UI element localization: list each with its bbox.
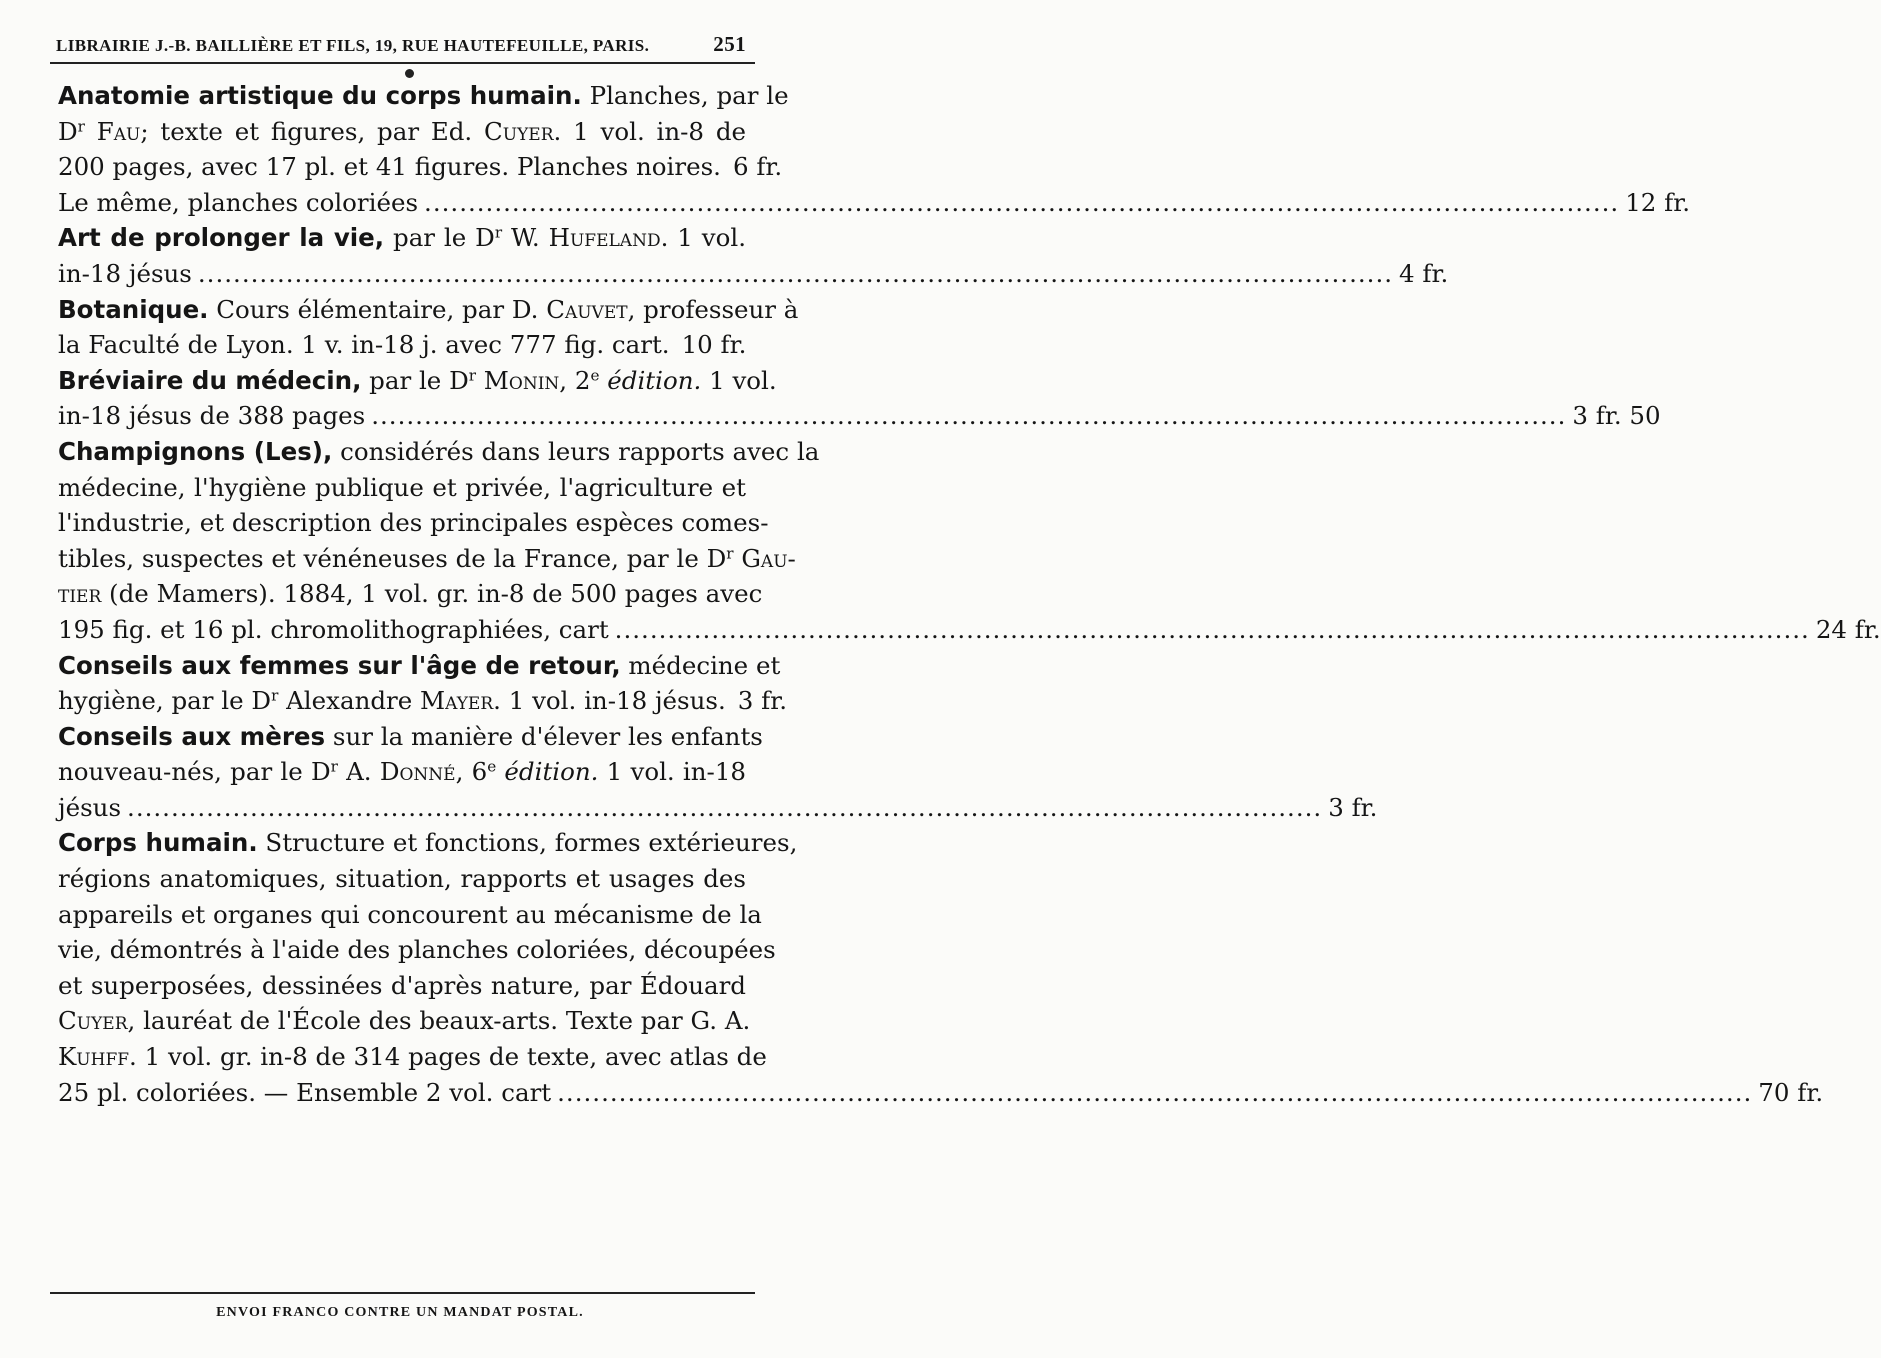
price: 70 fr.: [1758, 1077, 1824, 1107]
price-line: [58, 398, 1661, 434]
entry-line: [58, 470, 746, 506]
price: 10 fr.: [681, 330, 747, 360]
entry-text: (de Mamers). 1884, 1 vol. gr. in-8 de 500 pages avec: [101, 579, 763, 609]
entry-text: Cuyer: [58, 1006, 128, 1036]
page-number: 251: [713, 32, 746, 56]
entry-title: Botanique.: [58, 294, 209, 324]
entry-text: édition.: [607, 365, 702, 395]
entry-text: Structure et fonctions, formes extérieures,: [257, 828, 798, 858]
entry-line: [58, 648, 781, 684]
entry-text: Planches, par le: [581, 81, 789, 110]
entry-text: hygiène, par le D: [58, 686, 272, 716]
entry-title: Anatomie artistique du corps humain.: [58, 81, 582, 110]
entry-text: r: [330, 757, 338, 776]
price-line: [58, 612, 1881, 648]
entry-text: , lauréat de l'École des beaux-arts. Texte par G. A.: [127, 1006, 751, 1036]
entry-text: r: [494, 224, 503, 243]
entry-line: [58, 292, 799, 328]
entry-title: Art de prolonger la vie,: [58, 223, 385, 253]
entry-text: [476, 366, 484, 395]
entry-text: . 1 vol. in-18 jésus.: [493, 686, 726, 716]
leader-dots: [198, 256, 1393, 292]
entry-line: [58, 363, 777, 399]
catalog-entry: [58, 434, 1881, 648]
entry-text: [85, 117, 97, 146]
entry-line: [58, 861, 746, 897]
entry-line: [58, 968, 746, 1004]
entry-text: . 1 vol.: [660, 223, 746, 253]
entry-text: ; texte et figures, par Ed.: [140, 116, 485, 146]
entry-text: r: [468, 366, 476, 385]
entry-text: Le même, planches coloriées: [58, 187, 419, 217]
entry-text: la Faculté de Lyon. 1 v. in-18 j. avec 777 fig. cart.: [58, 330, 670, 360]
entry-text: considérés dans leurs rapports avec la: [332, 436, 820, 466]
header-rule: [50, 62, 755, 64]
price-line: [58, 149, 783, 185]
entry-text: jésus: [58, 792, 122, 822]
entry-line: [58, 78, 789, 114]
catalog-entry: [58, 292, 799, 363]
entry-text: Fau: [96, 116, 141, 146]
entry-text: 200 pages, avec 17 pl. et 41 figures. Planches noires.: [58, 152, 721, 182]
page-footer: ENVOI FRANCO CONTRE UN MANDAT POSTAL.: [216, 1305, 584, 1320]
entry-text: . 1 vol. gr. in-8 de 314 pages de texte, avec atlas de: [129, 1042, 767, 1072]
entry-text: r: [726, 544, 734, 563]
entry-text: A.: [337, 757, 380, 787]
price: 4 fr.: [1399, 258, 1449, 288]
entry-text: Cuyer: [484, 116, 554, 146]
entry-text: médecine et: [620, 650, 781, 680]
catalog-entry: [58, 220, 1449, 291]
footer-rule: [50, 1292, 755, 1294]
entry-line: [58, 825, 798, 861]
leader-dots: [371, 398, 1566, 434]
ink-dot: [405, 69, 414, 78]
entry-text: tibles, suspectes et vénéneuses de la France, par le D: [58, 543, 727, 573]
price-line: [58, 256, 1449, 292]
entry-text: e: [487, 757, 497, 776]
entry-text: médecine, l'hygiène publique et privée, l'agriculture et: [58, 472, 746, 502]
price-line: [58, 790, 1378, 826]
entry-line: [58, 576, 763, 612]
entry-text: , 6: [455, 757, 488, 787]
catalog-entry: [58, 825, 1824, 1110]
entry-line: [58, 220, 746, 256]
price-line: [58, 683, 788, 719]
entry-text: l'industrie, et description des principales espèces comes-: [58, 508, 769, 538]
entry-title: Conseils aux femmes sur l'âge de retour,: [58, 650, 621, 680]
entry-text: nouveau-nés, par le D: [58, 757, 331, 787]
entry-title: Bréviaire du médecin,: [58, 365, 362, 395]
entry-text: e: [590, 366, 600, 385]
leader-dots: [424, 185, 1619, 221]
entry-title: Conseils aux mères: [58, 721, 326, 751]
price-line: [58, 327, 746, 363]
leader-dots: [557, 1075, 1752, 1111]
price-line: [58, 185, 1691, 221]
entry-text: Gau-: [741, 543, 796, 573]
entry-line: [58, 505, 769, 541]
entry-text: tier: [58, 579, 102, 609]
catalog-entries: [58, 78, 1881, 1110]
entry-text: par le D: [361, 365, 469, 395]
leader-dots: [615, 612, 1810, 648]
catalog-entry: [58, 363, 1661, 434]
entry-text: W.: [502, 223, 549, 253]
entry-text: D: [58, 116, 78, 146]
price: 3 fr. 50: [1572, 401, 1661, 431]
entry-text: vie, démontrés à l'aide des planches coloriées, découpées: [58, 935, 776, 965]
entry-line: [58, 541, 796, 577]
entry-text: Hufeland: [548, 223, 661, 253]
catalog-entry: [58, 648, 788, 719]
catalog-entry: [58, 719, 1378, 826]
price: 6 fr.: [732, 152, 783, 182]
entry-text: 1 vol.: [701, 365, 777, 395]
entry-title: Champignons (Les),: [58, 436, 333, 466]
entry-text: 25 pl. coloriées. — Ensemble 2 vol. cart: [58, 1077, 552, 1107]
page-header: [56, 32, 746, 57]
entry-text: Cauvet: [546, 294, 628, 324]
entry-text: 1 vol. in-18: [598, 757, 747, 787]
price-line: [58, 1075, 1824, 1111]
catalog-entry: [58, 78, 1691, 220]
entry-line: [58, 932, 776, 968]
entry-line: [58, 897, 762, 933]
entry-text: r: [77, 117, 85, 136]
entry-text: . 1 vol. in-8 de: [553, 116, 746, 146]
entry-text: appareils et organes qui concourent au mécanisme de la: [58, 899, 762, 929]
leader-dots: [127, 790, 1322, 826]
entry-text: Monin: [483, 365, 560, 395]
entry-text: 195 fig. et 16 pl. chromolithographiées, cart: [58, 614, 609, 644]
entry-line: [58, 719, 763, 755]
entry-text: in-18 jésus: [58, 258, 192, 288]
entry-text: Kuhff: [58, 1042, 130, 1072]
entry-title: Corps humain.: [58, 828, 258, 858]
entry-text: et superposées, dessinées d'après nature, par Édouard: [58, 970, 746, 1000]
entry-text: , 2: [559, 365, 591, 395]
price: 3 fr.: [737, 686, 788, 716]
entry-text: Mayer: [420, 686, 494, 716]
price: 24 fr.: [1815, 614, 1881, 644]
entry-text: Donné: [379, 757, 456, 787]
entry-line: [58, 114, 746, 150]
entry-line: [58, 754, 746, 790]
entry-line: [58, 1003, 751, 1039]
entry-text: Alexandre: [278, 686, 421, 716]
entry-text: in-18 jésus de 388 pages: [58, 401, 366, 431]
entry-text: r: [271, 686, 279, 705]
entry-text: régions anatomiques, situation, rapports et usages des: [58, 864, 746, 894]
entry-text: par le D: [384, 223, 495, 253]
price: 3 fr.: [1328, 792, 1378, 822]
price: 12 fr.: [1625, 187, 1691, 217]
entry-text: édition.: [504, 757, 599, 787]
entry-line: [58, 434, 820, 470]
entry-text: Cours élémentaire, par D.: [208, 294, 547, 324]
entry-text: , professeur à: [627, 294, 799, 324]
entry-line: [58, 1039, 767, 1075]
entry-text: sur la manière d'élever les enfants: [325, 721, 763, 751]
publisher-address: LIBRAIRIE J.-B. BAILLIÈRE ET FILS, 19, RUE HAUTEFEUILLE, PARIS.: [56, 36, 650, 55]
